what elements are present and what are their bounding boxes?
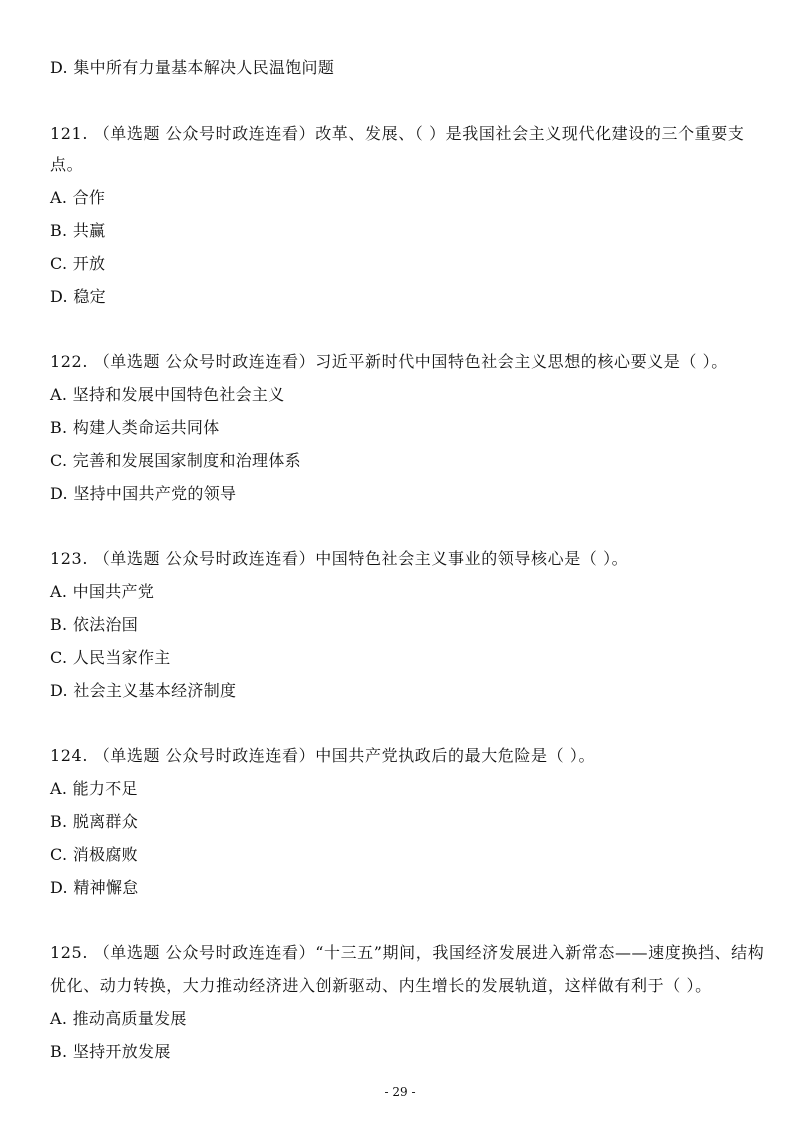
question-125-text-line1: 125. （单选题 公众号时政连连看）“十三五”期间，我国经济发展进入新常态——速度换挡、结构: [50, 943, 765, 962]
question-121-option-b: B. 共赢: [50, 221, 106, 240]
question-121-option-a: A. 合作: [50, 188, 106, 207]
question-122-option-c: C. 完善和发展国家制度和治理体系: [50, 451, 301, 470]
question-122-option-b: B. 构建人类命运共同体: [50, 418, 220, 437]
question-123-option-b: B. 依法治国: [50, 615, 139, 634]
question-123-option-d: D. 社会主义基本经济制度: [50, 681, 237, 700]
question-124-option-c: C. 消极腐败: [50, 845, 138, 864]
question-122-option-d: D. 坚持中国共产党的领导: [50, 484, 237, 503]
question-125-text-line2: 优化、动力转换，大力推动经济进入创新驱动、内生增长的发展轨道，这样做有利于（ ）。: [50, 976, 712, 995]
question-122-text: 122. （单选题 公众号时政连连看）习近平新时代中国特色社会主义思想的核心要义是（ ）。: [50, 352, 728, 371]
page-number: - 29 -: [384, 1085, 416, 1099]
question-124-option-d: D. 精神懈怠: [50, 878, 139, 897]
question-123-text: 123. （单选题 公众号时政连连看）中国特色社会主义事业的领导核心是（ ）。: [50, 549, 629, 568]
option-d-prev-question: D. 集中所有力量基本解决人民温饱问题: [50, 58, 335, 77]
question-123-option-c: C. 人民当家作主: [50, 648, 171, 667]
question-121-text-line2: 点。: [50, 155, 84, 174]
question-121-text-line1: 121. （单选题 公众号时政连连看）改革、发展、（ ）是我国社会主义现代化建设的三个重要支: [50, 124, 745, 143]
question-121-option-c: C. 开放: [50, 254, 106, 273]
question-124-text: 124. （单选题 公众号时政连连看）中国共产党执政后的最大危险是（ ）。: [50, 746, 596, 765]
question-122-option-a: A. 坚持和发展中国特色社会主义: [50, 385, 285, 404]
question-125-option-a: A. 推动高质量发展: [50, 1009, 187, 1028]
question-123-option-a: A. 中国共产党: [50, 582, 155, 601]
question-124-option-b: B. 脱离群众: [50, 812, 139, 831]
question-124-option-a: A. 能力不足: [50, 779, 138, 798]
question-125-option-b: B. 坚持开放发展: [50, 1042, 171, 1061]
question-121-option-d: D. 稳定: [50, 287, 106, 306]
